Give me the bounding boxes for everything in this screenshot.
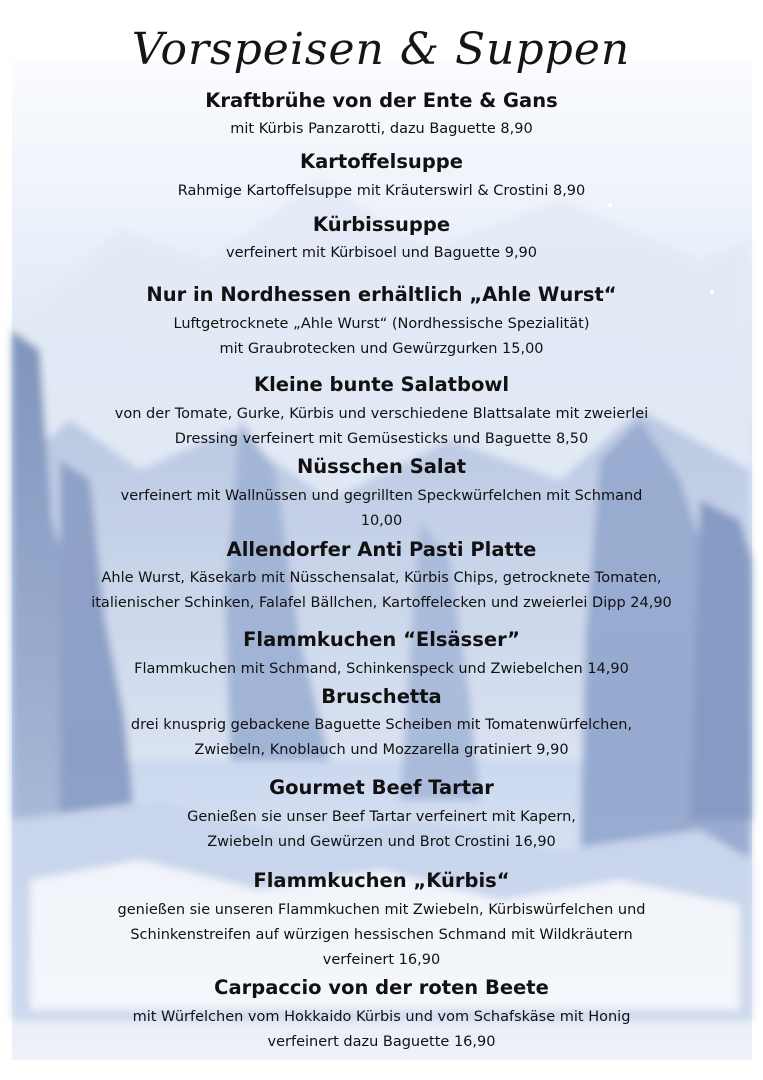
dish-description-line: verfeinert mit Wallnüssen und gegrillten Speckwürfelchen mit Schmand [120, 488, 643, 504]
dish-description-line: Genießen sie unser Beef Tartar verfeinert mit Kapern, [187, 809, 576, 825]
dish-name: Kleine bunte Salatbowl [253, 373, 510, 396]
dish-name: Flammkuchen “Elsässer” [243, 628, 520, 651]
dish-description-line: Schinkenstreifen auf würzigen hessischen Schmand mit Wildkräutern [130, 927, 633, 943]
dish-description-line: Ahle Wurst, Käsekarb mit Nüsschensalat, Kürbis Chips, getrocknete Tomaten, [101, 570, 662, 586]
dish-name: Kürbissuppe [312, 213, 451, 236]
dish-name: Kraftbrühe von der Ente & Gans [205, 89, 558, 112]
dish-description-line: mit Graubrotecken und Gewürzgurken 15,00 [219, 341, 544, 357]
dish-description-line: verfeinert 16,90 [322, 952, 441, 968]
dish-description-line: Flammkuchen mit Schmand, Schinkenspeck und Zwiebelchen 14,90 [134, 661, 629, 677]
dish-name: Kartoffelsuppe [300, 150, 463, 173]
dish-description-line: drei knusprig gebackene Baguette Scheiben mit Tomatenwürfelchen, [130, 717, 633, 733]
dish-description-line: verfeinert dazu Baguette 16,90 [267, 1034, 496, 1050]
dish-name: Nüsschen Salat [296, 455, 467, 478]
dish-name: Flammkuchen „Kürbis“ [253, 869, 510, 892]
dish-description-line: mit Kürbis Panzarotti, dazu Baguette 8,90 [230, 121, 533, 137]
dish-description-line: genießen sie unseren Flammkuchen mit Zwiebeln, Kürbiswürfelchen und [117, 902, 646, 918]
menu-title [0, 2, 763, 94]
menu-title-text: Vorspeisen & Suppen [131, 24, 631, 75]
dish-description-line: Rahmige Kartoffelsuppe mit Kräuterswirl & Crostini 8,90 [177, 183, 586, 199]
dish-name: Gourmet Beef Tartar [269, 776, 494, 799]
handwritten-title-art [0, 2, 763, 94]
dish-description-line: 10,00 [360, 513, 403, 529]
dish-description-line: verfeinert mit Kürbisoel und Baguette 9,90 [225, 245, 537, 261]
dish-description-line: mit Würfelchen vom Hokkaido Kürbis und vom Schafskäse mit Honig [132, 1009, 631, 1025]
dish-description-line: Zwiebeln und Gewürzen und Brot Crostini 16,90 [207, 834, 556, 850]
dish-description-line: Luftgetrocknete „Ahle Wurst“ (Nordhessische Spezialität) [173, 316, 590, 332]
dish-description-line: Zwiebeln, Knoblauch und Mozzarella gratiniert 9,90 [194, 742, 569, 758]
dish-description-line: italienischer Schinken, Falafel Bällchen, Kartoffelecken und zweierlei Dipp 24,90 [91, 595, 672, 611]
dish-description-line: von der Tomate, Gurke, Kürbis und verschiedene Blattsalate mit zweierlei [114, 406, 649, 422]
dish-name: Bruschetta [321, 685, 442, 708]
dish-name: Allendorfer Anti Pasti Platte [226, 538, 537, 561]
dish-description-line: Dressing verfeinert mit Gemüsesticks und Baguette 8,50 [174, 431, 589, 447]
dish-name: Nur in Nordhessen erhältlich „Ahle Wurst“ [146, 283, 617, 306]
dish-name: Carpaccio von der roten Beete [214, 976, 549, 999]
